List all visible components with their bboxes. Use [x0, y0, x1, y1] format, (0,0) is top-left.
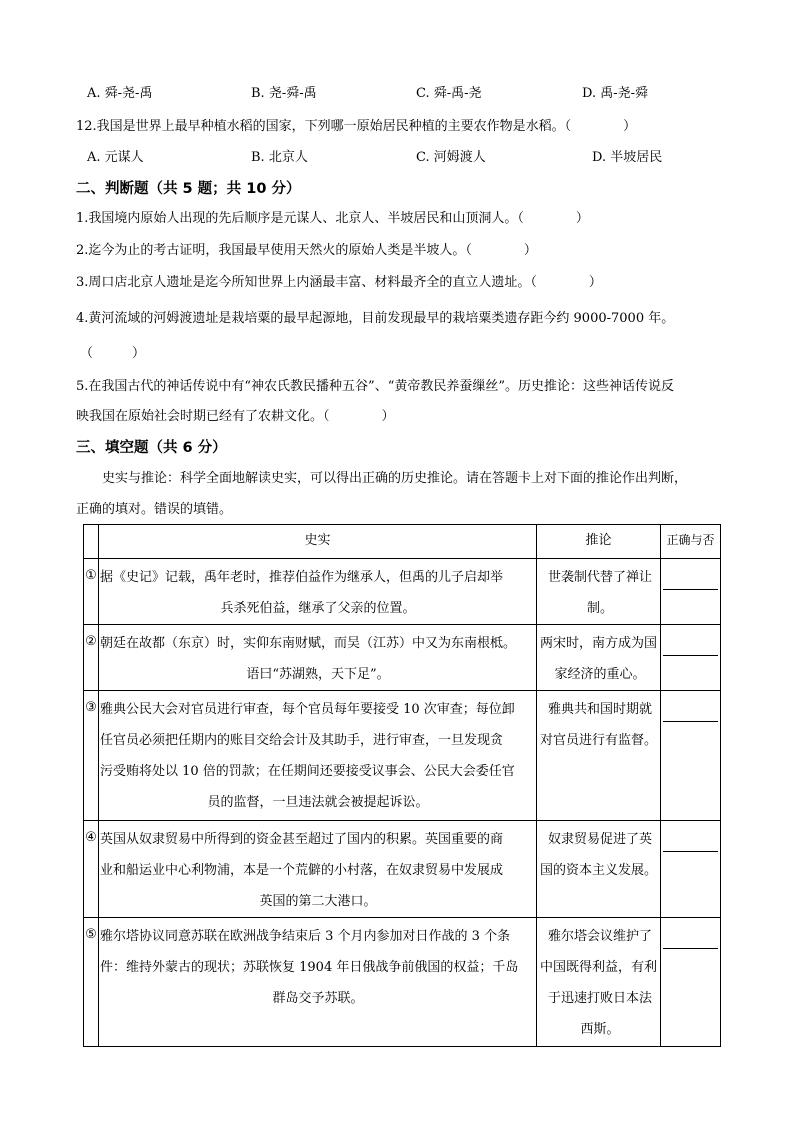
inference-line: 国的资本主义发展。 [540, 863, 658, 878]
fact-line: 语曰“苏湖熟，天下足”。 [246, 667, 390, 682]
row-inference [537, 559, 661, 625]
fact-line: 朝廷在故都（东京）时，实仰东南财赋，而吴（江苏）中又为东南根柢。 [100, 636, 517, 651]
fact-line: 员的监督，一旦违法就会被提起诉讼。 [207, 795, 429, 810]
inference-line: 奴隶贸易促进了英 [547, 832, 652, 847]
inference-line: 制。 [586, 601, 613, 616]
table-header-num [84, 525, 99, 559]
inference-line: 对官员进行有监督。 [540, 733, 658, 748]
answer-blank[interactable] [663, 589, 718, 590]
row-inference [537, 918, 661, 1047]
row-number: ② [84, 625, 99, 691]
inference-line: 世袭制代替了禅让 [547, 570, 652, 585]
row-fact [99, 625, 537, 691]
row-fact [99, 821, 537, 918]
judge-item-4-blank: （ ） [80, 346, 146, 361]
answer-cell[interactable] [661, 625, 721, 691]
row-number: ④ [84, 821, 99, 918]
inference-line: 家经济的重心。 [554, 667, 646, 682]
section3-title: 三、填空题（共 6 分） [76, 440, 227, 456]
fact-line: 英国的第二大港口。 [259, 894, 377, 909]
judge-item-4: 4.黄河流域的河姆渡遗址是栽培粟的最早起源地，目前发现最早的栽培粟类遗存距今约 9000-7000 年。 [76, 311, 675, 326]
fact-line: 英国从奴隶贸易中所得到的资金甚至超过了国内的积累。英国重要的商 [100, 832, 504, 847]
row-number: ③ [84, 691, 99, 821]
answer-blank[interactable] [663, 721, 718, 722]
section3-intro-line1: 史实与推论：科学全面地解读史实，可以得出正确的历史推论。请在答题卡上对下面的推论作出判断， [102, 471, 688, 486]
row-inference [537, 625, 661, 691]
q11-option-b[interactable]: B. 尧-舜-禹 [251, 86, 317, 101]
q12-option-d[interactable]: D. 半坡居民 [592, 150, 663, 165]
answer-cell[interactable] [661, 918, 721, 1047]
table-row [84, 821, 721, 918]
judge-item-1: 1.我国境内原始人出现的先后顺序是元谋人、北京人、半坡居民和山顶洞人。（ ） [76, 211, 589, 226]
q12-question: 12.我国是世界上最早种植水稻的国家，下列哪一原始居民种植的主要农作物是水稻。（ ） [76, 119, 637, 134]
q12-option-b[interactable]: B. 北京人 [251, 150, 308, 165]
judge-item-3: 3.周口店北京人遗址是迄今所知世界上内涵最丰富、材料最齐全的直立人遗址。（ ） [76, 275, 602, 290]
answer-blank[interactable] [663, 851, 718, 852]
q12-options [87, 146, 727, 168]
fact-line: 据《史记》记载，禹年老时，推荐伯益作为继承人，但禹的儿子启却举 [100, 570, 504, 585]
answer-blank[interactable] [663, 948, 718, 949]
table-row [84, 691, 721, 821]
table-row [84, 625, 721, 691]
table-row [84, 918, 721, 1047]
table-header-row [84, 525, 721, 559]
inference-line: 西斯。 [580, 1022, 620, 1037]
judge-item-5-line2: 映我国在原始社会时期已经有了农耕文化。（ ） [76, 409, 395, 424]
answer-blank[interactable] [663, 655, 718, 656]
row-number: ⑤ [84, 918, 99, 1047]
q11-option-d[interactable]: D. 禹-尧-舜 [582, 86, 649, 101]
row-number: ① [84, 559, 99, 625]
table-header-correct: 正确与否 [661, 525, 721, 559]
answer-cell[interactable] [661, 691, 721, 821]
row-inference [537, 821, 661, 918]
table-row [84, 559, 721, 625]
answer-cell[interactable] [661, 559, 721, 625]
fact-line: 群岛交予苏联。 [272, 991, 364, 1006]
inference-line: 中国既得利益，有利 [540, 960, 658, 975]
q12-option-c[interactable]: C. 河姆渡人 [416, 150, 486, 165]
judge-item-2: 2.迄今为止的考古证明，我国最早使用天然火的原始人类是半坡人。（ ） [76, 243, 537, 258]
table-header-fact: 史实 [99, 525, 537, 559]
q11-option-a[interactable]: A. 舜-尧-禹 [87, 86, 153, 101]
fact-line: 污受贿将处以 10 倍的罚款；在任期间还要接受议事会、公民大会委任官 [100, 764, 515, 779]
row-fact [99, 918, 537, 1047]
judge-item-5-line1: 5.在我国古代的神话传说中有“神农氏教民播种五谷”、“黄帝教民养蚕缫丝”。历史推论：这些神话传说反 [76, 379, 674, 394]
section2-title: 二、判断题（共 5 题；共 10 分） [76, 181, 301, 197]
q11-options [87, 82, 727, 104]
q12-option-a[interactable]: A. 元谋人 [87, 150, 144, 165]
q11-option-c[interactable]: C. 舜-禹-尧 [416, 86, 482, 101]
answer-cell[interactable] [661, 821, 721, 918]
fact-line: 雅典公民大会对官员进行审查，每个官员每年要接受 10 次审查；每位卸 [100, 702, 515, 717]
fact-line: 任官员必须把任期内的账目交给会计及其助手，进行审查，一旦发现贪 [100, 733, 504, 748]
fact-line: 业和船运业中心利物浦，本是一个荒僻的小村落，在奴隶贸易中发展成 [100, 863, 504, 878]
inference-line: 两宋时，南方成为国 [540, 636, 658, 651]
fact-line: 兵杀死伯益，继承了父亲的位置。 [220, 601, 416, 616]
section3-intro-line2: 正确的填对。错误的填错。 [76, 502, 233, 517]
inference-line: 于迅速打败日本法 [547, 991, 652, 1006]
table-header-inference: 推论 [537, 525, 661, 559]
row-fact [99, 559, 537, 625]
history-inference-table [83, 524, 721, 1047]
inference-line: 雅尔塔会议维护了 [547, 929, 652, 944]
fact-line: 件：维持外蒙古的现状；苏联恢复 1904 年日俄战争前俄国的权益；千岛 [100, 960, 519, 975]
inference-line: 雅典共和国时期就 [547, 702, 652, 717]
row-inference [537, 691, 661, 821]
fact-line: 雅尔塔协议同意苏联在欧洲战争结束后 3 个月内参加对日作战的 3 个条 [100, 929, 511, 944]
row-fact [99, 691, 537, 821]
